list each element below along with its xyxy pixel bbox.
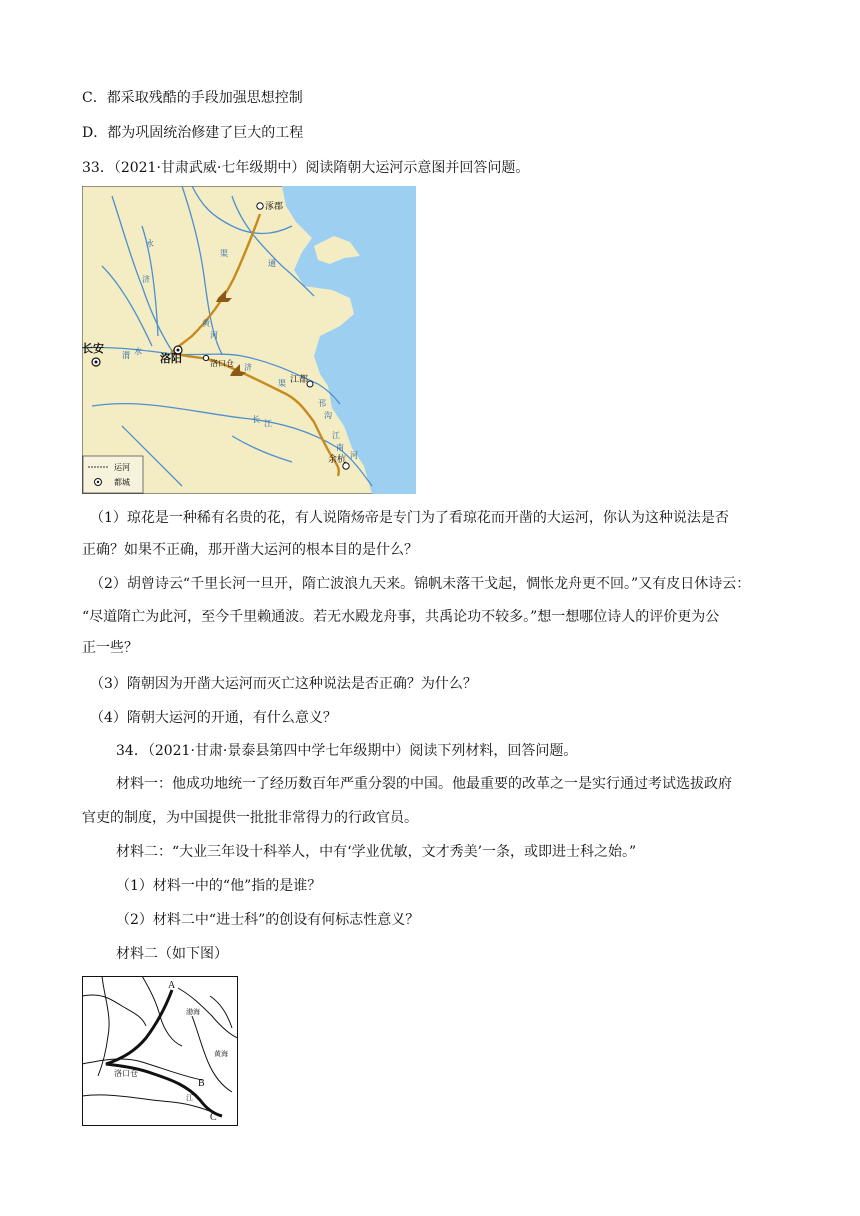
svg-text:济: 济 [142, 275, 150, 284]
svg-text:渠: 渠 [220, 249, 228, 258]
sketch-label-b: B [198, 1078, 205, 1089]
question-34-stem: 34．（2021·甘肃·景泰县第四中学七年级期中）阅读下列材料，回答问题。 [116, 743, 578, 759]
q33-sub1-a: （1）琼花是一种稀有名贵的花，有人说隋炀帝是专门为了看琼花而开凿的大运河，你认为这种说法是否 [90, 510, 729, 526]
q34-material-map-caption: 材料二（如下图） [116, 946, 228, 962]
q34-material1-a: 材料一：他成功地统一了经历数百年严重分裂的中国。他最重要的改革之一是实行通过考试选拔政府 [116, 776, 732, 792]
sketch-label-c: C [210, 1112, 217, 1123]
label-luoyang: 洛阳 [160, 353, 182, 365]
q34-sub2: （2）材料二中“进士科”的创设有何标志性意义？ [116, 912, 420, 928]
map-legend [83, 456, 143, 493]
svg-text:都城: 都城 [114, 478, 130, 487]
svg-text:渭: 渭 [122, 351, 130, 360]
svg-text:南: 南 [336, 443, 344, 452]
sketch-label-huanghai: 黄海 [214, 1050, 228, 1058]
svg-text:江: 江 [264, 419, 272, 428]
svg-text:永: 永 [146, 239, 154, 248]
svg-text:济: 济 [244, 363, 252, 372]
option-c: C．都采取残酷的手段加强思想控制 [82, 90, 303, 106]
svg-text:水: 水 [134, 347, 142, 356]
svg-text:河: 河 [210, 331, 218, 340]
q34-material2: 材料二：“大业三年设十科举人，中有‘学业优敏，文才秀美’一条，或即进士科之始。” [116, 844, 637, 860]
svg-text:邗: 邗 [318, 399, 326, 408]
svg-text:江: 江 [332, 431, 340, 440]
q33-sub4: （4）隋朝大运河的开通，有什么意义？ [90, 710, 337, 726]
label-jiangdu: 江都 [290, 374, 309, 384]
sketch-label-jiang: 江 [186, 1094, 193, 1102]
q33-sub2-c: 正一些？ [82, 640, 138, 656]
label-changan: 长安 [82, 343, 104, 355]
question-33-stem: 33．（2021·甘肃武威·七年级期中）阅读隋朝大运河示意图并回答问题。 [82, 160, 530, 176]
label-zhuojun: 涿郡 [265, 201, 284, 211]
sui-grand-canal-map [82, 186, 416, 494]
label-yuhang: 余杭 [328, 454, 347, 464]
sketch-label-bohai: 渤海 [186, 1008, 200, 1016]
q33-sub2-b: “尽道隋亡为此河，至今千里赖通波。若无水殿龙舟事，共禹论功不较多。”想一想哪位诗人的评价更为公 [82, 609, 720, 625]
q34-material1-b: 官吏的制度，为中国提供一批批非常得力的行政官员。 [82, 810, 418, 826]
svg-text:黄: 黄 [202, 319, 210, 328]
q33-sub3: （3）隋朝因为开凿大运河而灭亡这种说法是否正确？为什么？ [90, 676, 477, 692]
option-d: D．都为巩固统治修建了巨大的工程 [82, 125, 304, 141]
svg-text:通: 通 [268, 259, 276, 268]
q34-sub1: （1）材料一中的“他”指的是谁？ [116, 878, 322, 894]
svg-text:长: 长 [252, 415, 260, 424]
q33-sub2-a: （2）胡曾诗云“千里长河一旦开，隋亡波浪九天来。锦帆未落干戈起，惆怅龙舟更不回。”又有皮日休诗云： [90, 576, 751, 592]
svg-text:沟: 沟 [324, 411, 332, 420]
sketch-label-a: A [168, 980, 176, 991]
label-luokoucang: 洛口仓 [210, 359, 234, 368]
sketch-label-luokoucang: 洛口仓 [114, 1069, 138, 1078]
svg-text:河: 河 [350, 451, 358, 460]
q33-sub1-b: 正确？如果不正确，那开凿大运河的根本目的是什么？ [82, 542, 418, 558]
svg-text:运河: 运河 [114, 463, 130, 472]
canal-sketch-map [82, 976, 238, 1126]
svg-text:渠: 渠 [278, 379, 286, 388]
